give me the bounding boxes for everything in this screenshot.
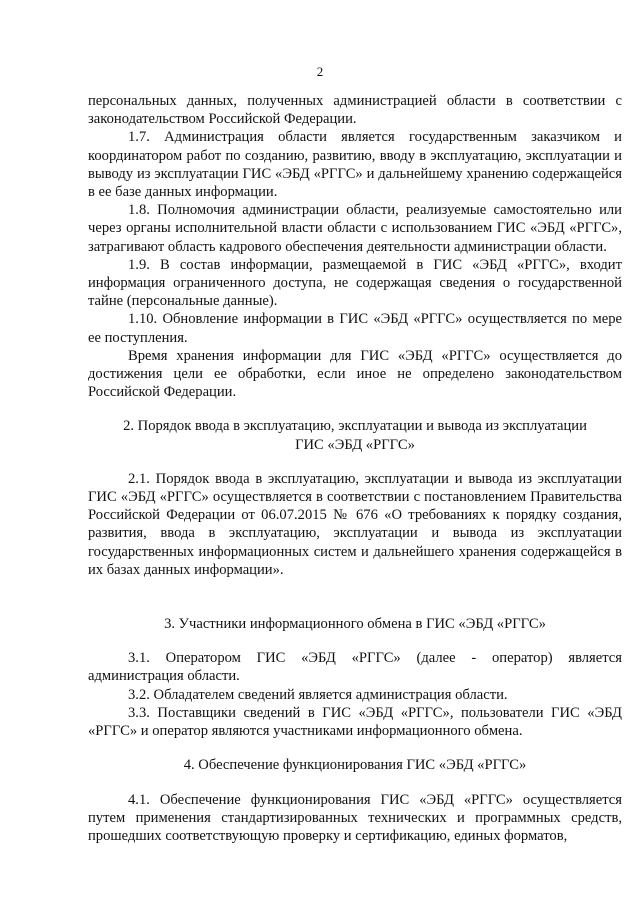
paragraph-1-7: 1.7. Администрация области является государственным заказчиком и координатором работ по созданию, развитию, вводу в эксплуатацию, эксплуатации и выводу из эксплуатации ГИС «ЭБД «РГГС» и дальнейшему хранению содержащейся в ее базе данных информации. xyxy=(88,129,622,201)
page-number: 2 xyxy=(316,64,324,79)
paragraph-1-9: 1.9. В состав информации, размещаемой в ГИС «ЭБД «РГГС», входит информация ограниченного доступа, не содержащая сведения о государственной тайне (персональные данные). xyxy=(88,256,622,310)
paragraph-continuation: персональных данных, полученных администрацией области в соответствии с законодательством Российской Федерации. xyxy=(88,93,622,128)
section-4-heading: 4. Обеспечение функционирования ГИС «ЭБД «РГГС» xyxy=(183,757,527,774)
paragraph-3-1: 3.1. Оператором ГИС «ЭБД «РГГС» (далее - оператор) является администрация области. xyxy=(88,650,622,685)
paragraph-3-2: 3.2. Обладателем сведений является администрация области. xyxy=(128,686,508,703)
document-body xyxy=(88,92,622,845)
paragraph-1-10: 1.10. Обновление информации в ГИС «ЭБД «РГГС» осуществляется по мере ее поступления. xyxy=(88,311,622,346)
paragraph-4-1: 4.1. Обеспечение функционирования ГИС «ЭБД «РГГС» осуществляется путем применения стандартизированных технических и программных средств, прошедших соответствующую проверку и сертификацию, единых форматов, xyxy=(88,791,622,844)
paragraph-2-1: 2.1. Порядок ввода в эксплуатацию, эксплуатации и вывода из эксплуатации ГИС «ЭБД «РГГС» осуществляется в соответствии с постановлением Правительства Российской Федерации от 06.07.2015 № 676 «О требованиях к порядку создания, развития, ввода в эксплуатацию, эксплуатации и вывода из эксплуатации государственных информационных систем и дальнейшего хранения содержащейся в их базах данных информации». xyxy=(88,470,622,578)
section-2-heading-line2: ГИС «ЭБД «РГГС» xyxy=(295,436,415,453)
section-2-heading-line1: 2. Порядок ввода в эксплуатацию, эксплуатации и вывода из эксплуатации xyxy=(123,418,587,435)
paragraph-1-8: 1.8. Полномочия администрации области, реализуемые самостоятельно или через органы исполнительной власти области с использованием ГИС «ЭБД «РГГС», затрагивают область кадрового обеспечения деятельности администрации области. xyxy=(88,202,622,255)
paragraph-3-3: 3.3. Поставщики сведений в ГИС «ЭБД «РГГС», пользователи ГИС «ЭБД «РГГС» и оператор являются участниками информационного обмена. xyxy=(88,704,622,740)
section-3-heading: 3. Участники информационного обмена в ГИС «ЭБД «РГГС» xyxy=(164,616,546,633)
paragraph-storage-time: Время хранения информации для ГИС «ЭБД «РГГС» осуществляется до достижения цели ее обработки, если иное не определено законодательством Российской Федерации. xyxy=(88,347,622,401)
